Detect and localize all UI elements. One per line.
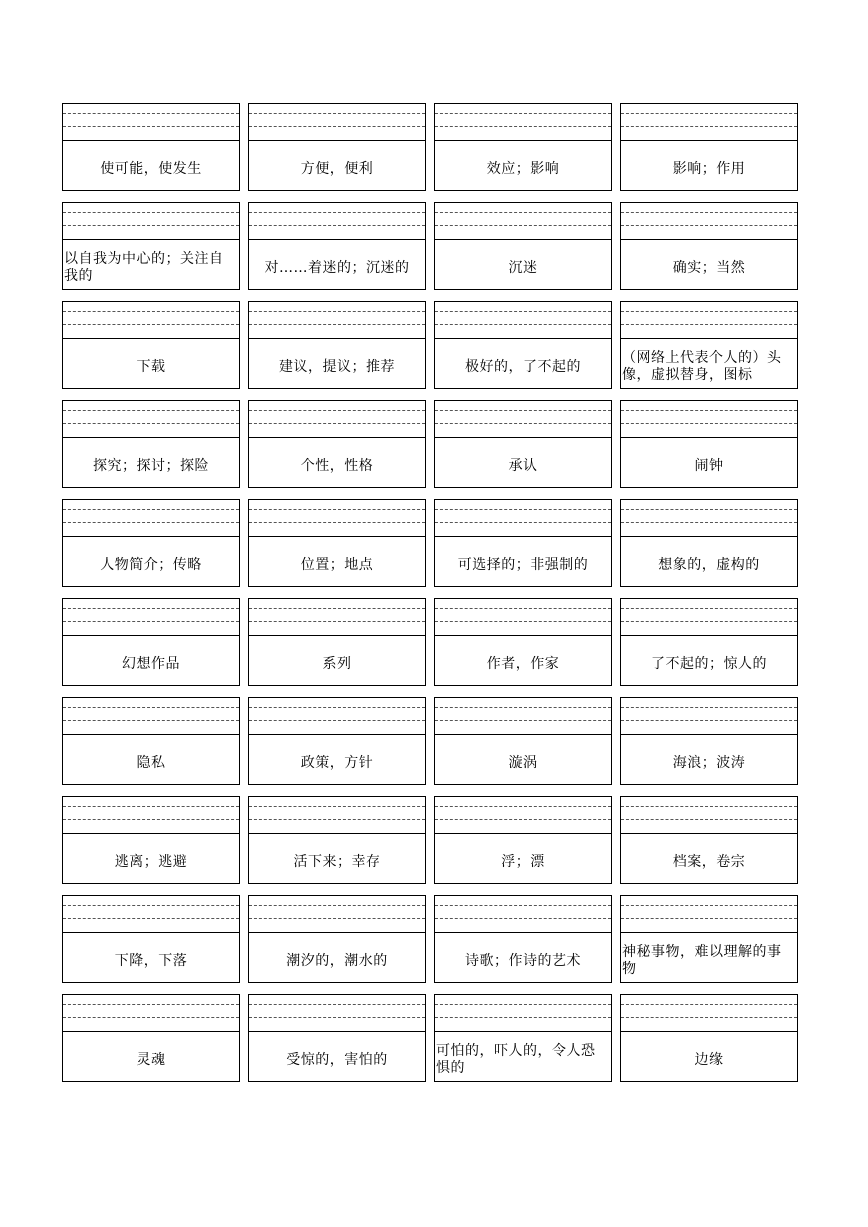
word-writing-area[interactable]: [435, 995, 611, 1032]
word-writing-area[interactable]: [435, 797, 611, 834]
word-writing-area[interactable]: [63, 302, 239, 339]
dashed-guide-line: [249, 720, 425, 721]
word-writing-area[interactable]: [249, 599, 425, 636]
dashed-guide-line: [63, 1017, 239, 1018]
dashed-guide-line: [621, 225, 797, 226]
word-writing-area[interactable]: [63, 896, 239, 933]
dashed-guide-line: [435, 905, 611, 906]
dashed-guide-line: [63, 509, 239, 510]
chinese-meaning: （网络上代表个人的）头像，虚拟替身，图标: [622, 349, 782, 383]
dashed-guide-line: [249, 621, 425, 622]
vocab-card: [62, 697, 240, 785]
chinese-meaning: 了不起的；惊人的: [651, 656, 767, 672]
chinese-meaning: 位置；地点: [300, 557, 374, 573]
chinese-meaning: 探究；探讨；探险: [93, 458, 209, 474]
dashed-guide-line: [435, 720, 611, 721]
chinese-meaning: 想象的，虚构的: [658, 557, 760, 573]
vocab-card: [248, 499, 426, 587]
chinese-meaning: 建议，提议；推荐: [279, 359, 395, 375]
dashed-guide-line: [621, 1004, 797, 1005]
dashed-guide-line: [249, 126, 425, 127]
word-writing-area[interactable]: [621, 500, 797, 537]
vocabulary-worksheet: [62, 103, 798, 1082]
dashed-guide-line: [621, 311, 797, 312]
word-writing-area[interactable]: [63, 698, 239, 735]
vocab-card: [434, 895, 612, 983]
chinese-meaning: 幻想作品: [122, 656, 180, 672]
chinese-meaning: 诗歌；作诗的艺术: [465, 953, 581, 969]
word-writing-area[interactable]: [435, 698, 611, 735]
dashed-guide-line: [63, 212, 239, 213]
vocab-card: [248, 895, 426, 983]
dashed-guide-line: [435, 707, 611, 708]
dashed-guide-line: [63, 522, 239, 523]
vocab-card: [620, 499, 798, 587]
word-writing-area[interactable]: [621, 401, 797, 438]
dashed-guide-line: [63, 806, 239, 807]
chinese-meaning: 作者，作家: [486, 656, 560, 672]
word-writing-area[interactable]: [63, 104, 239, 141]
dashed-guide-line: [63, 621, 239, 622]
dashed-guide-line: [63, 707, 239, 708]
dashed-guide-line: [435, 423, 611, 424]
word-writing-area[interactable]: [249, 797, 425, 834]
chinese-meaning: 极好的，了不起的: [465, 359, 581, 375]
dashed-guide-line: [249, 819, 425, 820]
chinese-meaning: 可怕的，吓人的，令人恐惧的: [436, 1042, 596, 1076]
dashed-guide-line: [435, 1004, 611, 1005]
word-writing-area[interactable]: [435, 401, 611, 438]
vocab-card: [620, 598, 798, 686]
dashed-guide-line: [621, 324, 797, 325]
vocab-card: [434, 499, 612, 587]
vocab-card: [248, 994, 426, 1082]
word-writing-area[interactable]: [435, 104, 611, 141]
vocab-card: [620, 994, 798, 1082]
dashed-guide-line: [621, 819, 797, 820]
vocab-card: [620, 895, 798, 983]
vocab-card: [62, 400, 240, 488]
chinese-meaning: 影响；作用: [672, 161, 746, 177]
dashed-guide-line: [621, 1017, 797, 1018]
word-writing-area[interactable]: [435, 599, 611, 636]
vocab-card: [620, 103, 798, 191]
vocab-card: [62, 301, 240, 389]
vocab-card: [620, 697, 798, 785]
dashed-guide-line: [435, 126, 611, 127]
word-writing-area[interactable]: [63, 401, 239, 438]
word-writing-area[interactable]: [435, 500, 611, 537]
vocab-card: [620, 301, 798, 389]
dashed-guide-line: [621, 905, 797, 906]
dashed-guide-line: [249, 311, 425, 312]
word-writing-area[interactable]: [63, 599, 239, 636]
dashed-guide-line: [621, 113, 797, 114]
chinese-meaning: 使可能，使发生: [100, 161, 202, 177]
word-writing-area[interactable]: [249, 104, 425, 141]
chinese-meaning: 方便，便利: [300, 161, 374, 177]
dashed-guide-line: [435, 621, 611, 622]
dashed-guide-line: [249, 324, 425, 325]
dashed-guide-line: [249, 522, 425, 523]
vocab-card: [434, 994, 612, 1082]
chinese-meaning: 海浪；波涛: [672, 755, 746, 771]
dashed-guide-line: [435, 509, 611, 510]
word-writing-area[interactable]: [621, 302, 797, 339]
chinese-meaning: 潮汐的，潮水的: [286, 953, 388, 969]
dashed-guide-line: [249, 423, 425, 424]
dashed-guide-line: [621, 522, 797, 523]
vocab-card: [434, 697, 612, 785]
word-writing-area[interactable]: [621, 896, 797, 933]
dashed-guide-line: [621, 423, 797, 424]
dashed-guide-line: [63, 918, 239, 919]
dashed-guide-line: [621, 720, 797, 721]
chinese-meaning: 活下来；幸存: [293, 854, 381, 870]
chinese-meaning: 边缘: [694, 1052, 724, 1068]
chinese-meaning: 神秘事物，难以理解的事物: [622, 943, 782, 977]
dashed-guide-line: [249, 410, 425, 411]
chinese-meaning: 受惊的，害怕的: [286, 1052, 388, 1068]
word-writing-area[interactable]: [435, 896, 611, 933]
chinese-meaning: 档案，卷宗: [672, 854, 746, 870]
vocab-card: [620, 400, 798, 488]
dashed-guide-line: [435, 819, 611, 820]
word-writing-area[interactable]: [435, 302, 611, 339]
chinese-meaning: 个性，性格: [300, 458, 374, 474]
vocab-card: [62, 796, 240, 884]
word-writing-area[interactable]: [249, 500, 425, 537]
dashed-guide-line: [621, 509, 797, 510]
word-writing-area[interactable]: [621, 797, 797, 834]
chinese-meaning: 闹钟: [694, 458, 724, 474]
chinese-meaning: 沉迷: [508, 260, 538, 276]
dashed-guide-line: [435, 324, 611, 325]
vocab-card: [62, 895, 240, 983]
dashed-guide-line: [63, 126, 239, 127]
dashed-guide-line: [249, 905, 425, 906]
vocab-card: [62, 202, 240, 290]
vocab-card: [434, 796, 612, 884]
vocab-card: [620, 202, 798, 290]
dashed-guide-line: [621, 410, 797, 411]
chinese-meaning: 以自我为中心的；关注自我的: [64, 250, 224, 284]
word-writing-area[interactable]: [249, 995, 425, 1032]
chinese-meaning: 灵魂: [136, 1052, 166, 1068]
dashed-guide-line: [63, 423, 239, 424]
dashed-guide-line: [249, 806, 425, 807]
vocab-card: [62, 994, 240, 1082]
word-writing-area[interactable]: [249, 302, 425, 339]
dashed-guide-line: [435, 1017, 611, 1018]
word-writing-area[interactable]: [435, 203, 611, 240]
chinese-meaning: 政策，方针: [300, 755, 374, 771]
chinese-meaning: 系列: [322, 656, 352, 672]
dashed-guide-line: [435, 918, 611, 919]
dashed-guide-line: [63, 410, 239, 411]
vocab-card: [248, 202, 426, 290]
vocab-card: [434, 103, 612, 191]
vocab-card: [62, 499, 240, 587]
dashed-guide-line: [621, 608, 797, 609]
dashed-guide-line: [249, 1004, 425, 1005]
vocab-card: [434, 202, 612, 290]
vocab-card: [62, 598, 240, 686]
word-writing-area[interactable]: [249, 203, 425, 240]
word-writing-area[interactable]: [621, 995, 797, 1032]
dashed-guide-line: [435, 410, 611, 411]
dashed-guide-line: [621, 918, 797, 919]
dashed-guide-line: [63, 113, 239, 114]
dashed-guide-line: [621, 707, 797, 708]
dashed-guide-line: [249, 918, 425, 919]
dashed-guide-line: [249, 1017, 425, 1018]
word-writing-area[interactable]: [249, 401, 425, 438]
word-writing-area[interactable]: [249, 698, 425, 735]
word-writing-area[interactable]: [621, 104, 797, 141]
dashed-guide-line: [249, 212, 425, 213]
vocab-card: [248, 796, 426, 884]
chinese-meaning: 可选择的；非强制的: [457, 557, 589, 573]
chinese-meaning: 逃离；逃避: [114, 854, 188, 870]
vocab-card: [62, 103, 240, 191]
word-writing-area[interactable]: [63, 797, 239, 834]
vocab-card: [434, 301, 612, 389]
word-writing-area[interactable]: [621, 698, 797, 735]
chinese-meaning: 隐私: [136, 755, 166, 771]
dashed-guide-line: [63, 608, 239, 609]
dashed-guide-line: [435, 113, 611, 114]
vocab-card: [248, 400, 426, 488]
dashed-guide-line: [63, 1004, 239, 1005]
vocab-card: [248, 301, 426, 389]
vocab-card: [434, 598, 612, 686]
word-writing-area[interactable]: [63, 500, 239, 537]
dashed-guide-line: [435, 212, 611, 213]
dashed-guide-line: [63, 819, 239, 820]
word-writing-area[interactable]: [63, 995, 239, 1032]
dashed-guide-line: [435, 311, 611, 312]
vocab-card: [248, 697, 426, 785]
chinese-meaning: 对……着迷的；沉迷的: [264, 260, 410, 276]
chinese-meaning: 人物简介；传略: [100, 557, 202, 573]
chinese-meaning: 承认: [508, 458, 538, 474]
dashed-guide-line: [63, 324, 239, 325]
dashed-guide-line: [249, 113, 425, 114]
dashed-guide-line: [249, 707, 425, 708]
chinese-meaning: 浮；漂: [501, 854, 545, 870]
dashed-guide-line: [621, 126, 797, 127]
word-writing-area[interactable]: [621, 203, 797, 240]
chinese-meaning: 确实；当然: [672, 260, 746, 276]
dashed-guide-line: [621, 212, 797, 213]
dashed-guide-line: [63, 311, 239, 312]
word-writing-area[interactable]: [249, 896, 425, 933]
dashed-guide-line: [621, 621, 797, 622]
dashed-guide-line: [63, 225, 239, 226]
dashed-guide-line: [435, 806, 611, 807]
chinese-meaning: 漩涡: [508, 755, 538, 771]
dashed-guide-line: [63, 720, 239, 721]
chinese-meaning: 下降，下落: [114, 953, 188, 969]
chinese-meaning: 下载: [136, 359, 166, 375]
dashed-guide-line: [621, 806, 797, 807]
dashed-guide-line: [435, 608, 611, 609]
dashed-guide-line: [249, 608, 425, 609]
dashed-guide-line: [435, 225, 611, 226]
dashed-guide-line: [249, 509, 425, 510]
dashed-guide-line: [249, 225, 425, 226]
dashed-guide-line: [63, 905, 239, 906]
word-writing-area[interactable]: [63, 203, 239, 240]
vocab-card: [434, 400, 612, 488]
vocab-card: [248, 103, 426, 191]
vocab-card: [248, 598, 426, 686]
dashed-guide-line: [435, 522, 611, 523]
chinese-meaning: 效应；影响: [486, 161, 560, 177]
vocab-card: [620, 796, 798, 884]
word-writing-area[interactable]: [621, 599, 797, 636]
